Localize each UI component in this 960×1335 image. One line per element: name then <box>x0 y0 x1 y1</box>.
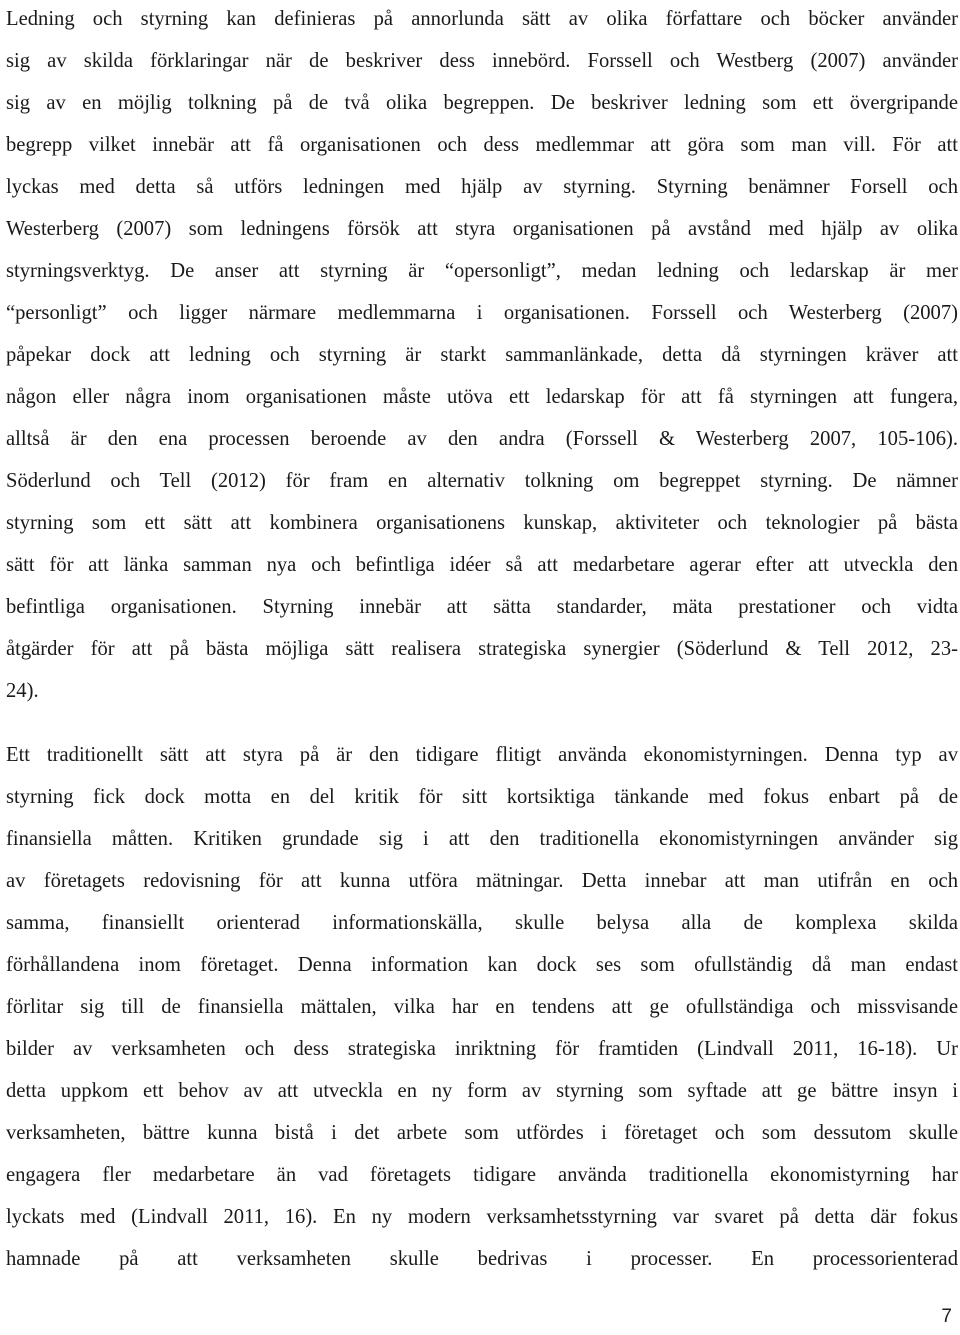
text-line: bilder av verksamheten och dess strategiska inriktning för framtiden (Lindvall 2011, 16-18). Ur <box>6 1038 958 1060</box>
text-line: någon eller några inom organisationen måste utöva ett ledarskap för att få styrningen att fungera, <box>6 386 958 408</box>
text-line: sig av en möjlig tolkning på de två olika begreppen. De beskriver ledning som ett övergripande <box>6 92 958 114</box>
text-line: förlitar sig till de finansiella mättalen, vilka har en tendens att ge ofullständiga och missvisande <box>6 996 958 1018</box>
text-line: Ett traditionellt sätt att styra på är den tidigare flitigt använda ekonomistyrningen. Denna typ av <box>6 744 958 766</box>
text-line: styrning fick dock motta en del kritik för sitt kortsiktiga tänkande med fokus enbart på de <box>6 786 958 808</box>
text-line: Westerberg (2007) som ledningens försök att styra organisationen på avstånd med hjälp av olika <box>6 218 958 240</box>
text-line: Söderlund och Tell (2012) för fram en alternativ tolkning om begreppet styrning. De nämner <box>6 470 958 492</box>
text-line: av företagets redovisning för att kunna utföra mätningar. Detta innebar att man utifrån en och <box>6 870 958 892</box>
text-line: “personligt” och ligger närmare medlemmarna i organisationen. Forssell och Westerberg (2007) <box>6 302 958 324</box>
text-line: styrning som ett sätt att kombinera organisationens kunskap, aktiviteter och teknologier på bästa <box>6 512 958 534</box>
text-line: engagera fler medarbetare än vad företagets tidigare använda traditionella ekonomistyrning har <box>6 1164 958 1186</box>
text-line: detta uppkom ett behov av att utveckla en ny form av styrning som syftade att ge bättre insyn i <box>6 1080 958 1102</box>
text-line: 24). <box>6 680 39 702</box>
text-line: sig av skilda förklaringar när de beskriver dess innebörd. Forssell och Westberg (2007) använder <box>6 50 958 72</box>
text-line: lyckats med (Lindvall 2011, 16). En ny modern verksamhetsstyrning var svaret på detta där fokus <box>6 1206 958 1228</box>
text-line: styrningsverktyg. De anser att styrning är “opersonligt”, medan ledning och ledarskap är mer <box>6 260 958 282</box>
text-line: hamnade på att verksamheten skulle bedrivas i processer. En processorienterad <box>6 1248 958 1270</box>
text-line: befintliga organisationen. Styrning innebär att sätta standarder, mäta prestationer och vidta <box>6 596 958 618</box>
paragraph-2 <box>6 734 958 1280</box>
text-line: sätt för att länka samman nya och befintliga idéer så att medarbetare agerar efter att utveckla den <box>6 554 958 576</box>
text-line: begrepp vilket innebär att få organisationen och dess medlemmar att göra som man vill. För att <box>6 134 958 156</box>
text-line: åtgärder för att på bästa möjliga sätt realisera strategiska synergier (Söderlund & Tell 2012, 23- <box>6 638 958 660</box>
text-line: verksamheten, bättre kunna bistå i det arbete som utfördes i företaget och som dessutom skulle <box>6 1122 958 1144</box>
text-line: samma, finansiellt orienterad informationskälla, skulle belysa alla de komplexa skilda <box>6 912 958 934</box>
text-line: alltså är den ena processen beroende av den andra (Forssell & Westerberg 2007, 105-106). <box>6 428 958 450</box>
text-line: Ledning och styrning kan definieras på annorlunda sätt av olika författare och böcker använder <box>6 8 958 30</box>
paragraph-1 <box>6 0 958 712</box>
text-line: påpekar dock att ledning och styrning är starkt sammanlänkade, detta då styrningen kräver att <box>6 344 958 366</box>
text-line: finansiella måtten. Kritiken grundade sig i att den traditionella ekonomistyrningen använder sig <box>6 828 958 850</box>
text-line: förhållandena inom företaget. Denna information kan dock ses som ofullständig då man endast <box>6 954 958 976</box>
page-number: 7 <box>941 1306 952 1327</box>
text-line: lyckas med detta så utförs ledningen med hjälp av styrning. Styrning benämner Forsell och <box>6 176 958 198</box>
